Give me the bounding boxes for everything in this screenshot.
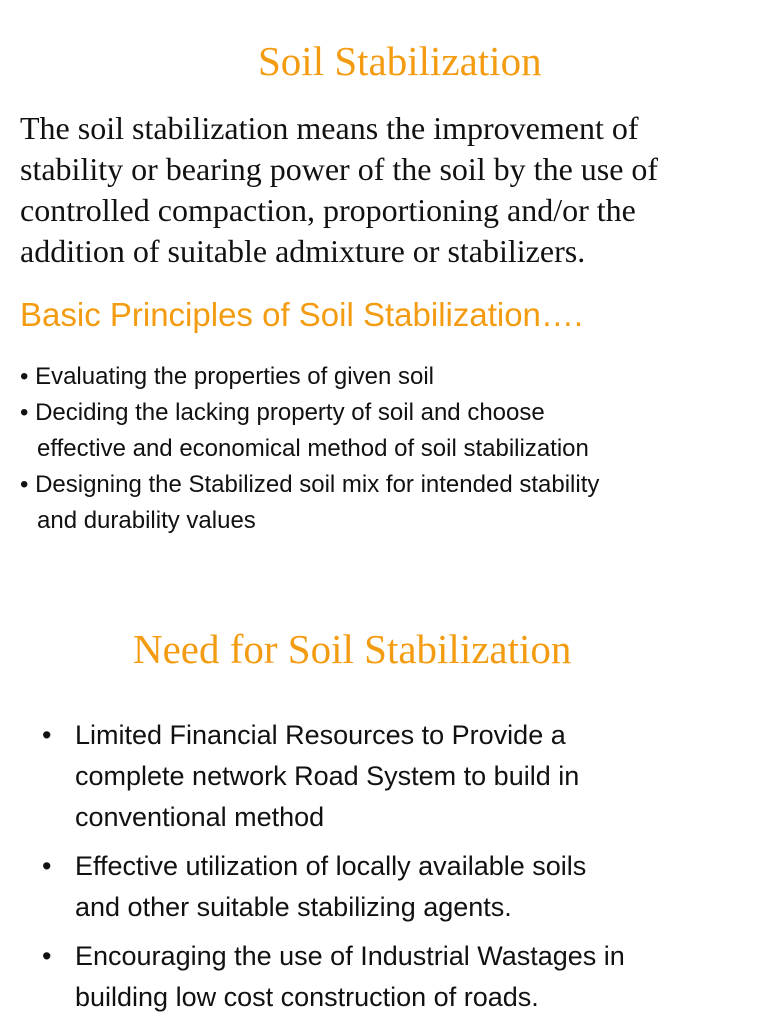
- page-title: Soil Stabilization: [258, 38, 542, 84]
- list-item-continuation: effective and economical method of soil stabilization: [37, 435, 589, 462]
- list-item: [42, 846, 742, 928]
- list-item-line: Effective utilization of locally available soils: [75, 851, 587, 881]
- list-item: [20, 467, 760, 539]
- list-item: [20, 359, 760, 395]
- list-item-text: • Designing the Stabilized soil mix for intended stability: [20, 471, 600, 498]
- bullet-marker: •: [42, 851, 52, 881]
- list-item-line: Limited Financial Resources to Provide a: [75, 720, 566, 750]
- list-item-line: conventional method: [75, 802, 325, 832]
- list-item-continuation: and durability values: [37, 507, 256, 534]
- need-heading: Need for Soil Stabilization: [133, 626, 572, 672]
- list-item-text: • Deciding the lacking property of soil and choose: [20, 399, 545, 426]
- intro-paragraph: [20, 108, 760, 272]
- intro-line: addition of suitable admixture or stabilizers.: [20, 233, 586, 269]
- intro-line: stability or bearing power of the soil by the use of: [20, 151, 659, 187]
- intro-line: The soil stabilization means the improvement of: [20, 110, 639, 146]
- need-list: [42, 715, 742, 1026]
- basic-principles-heading: Basic Principles of Soil Stabilization….: [20, 296, 584, 333]
- intro-line: controlled compaction, proportioning and/or the: [20, 192, 636, 228]
- list-item-line: complete network Road System to build in: [75, 761, 580, 791]
- list-item-line: building low cost construction of roads.: [75, 982, 539, 1012]
- bullet-marker: •: [42, 941, 52, 971]
- list-item: [20, 395, 760, 467]
- list-item-line: Encouraging the use of Industrial Wastages in: [75, 941, 625, 971]
- list-item-line: and other suitable stabilizing agents.: [75, 892, 512, 922]
- list-item: [42, 715, 742, 838]
- list-item: [42, 936, 742, 1018]
- basic-principles-list: [20, 359, 760, 539]
- list-item-text: • Evaluating the properties of given soil: [20, 363, 434, 390]
- bullet-marker: •: [42, 720, 52, 750]
